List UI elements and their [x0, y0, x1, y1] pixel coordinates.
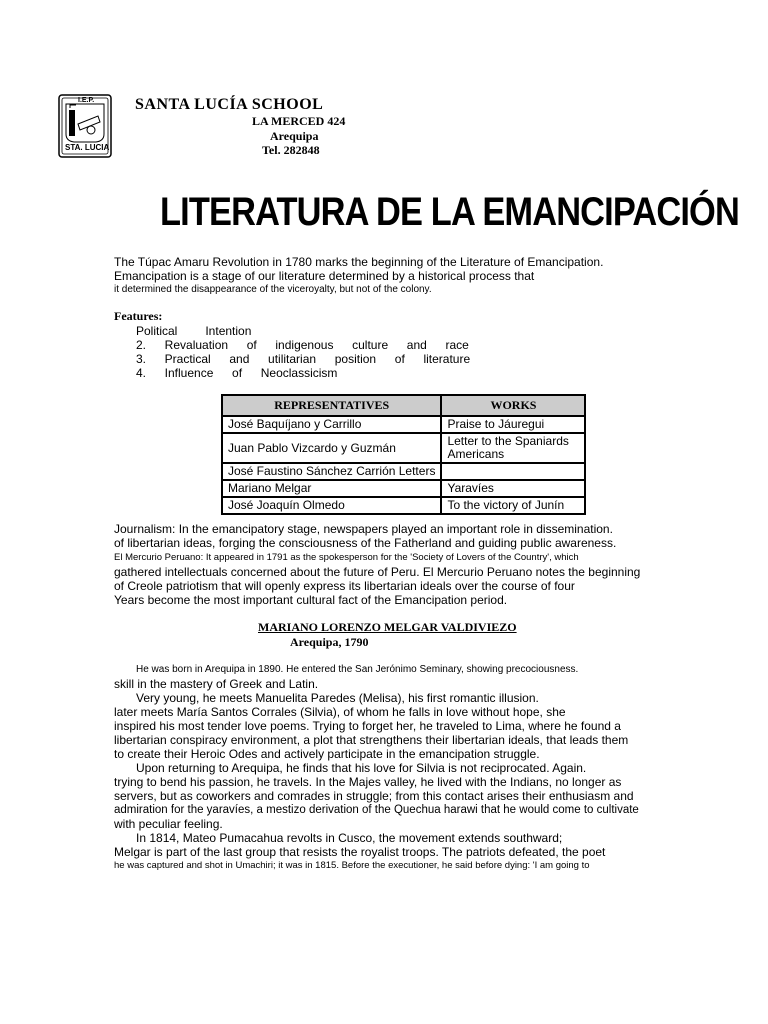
school-phone: Tel. 282848 [262, 143, 320, 157]
feature-item: 2. Revaluation of indigenous culture and race [136, 338, 469, 352]
bio-line: Melgar is part of the last group that resists the royalist troops. The patriots defeated, the poet [114, 845, 606, 859]
intro-line: The Túpac Amaru Revolution in 1780 marks the beginning of the Literature of Emancipation. [114, 255, 604, 269]
bio-line: later meets María Santos Corrales (Silvia), of whom he falls in love without hope, she [114, 705, 566, 719]
school-logo [58, 94, 112, 158]
bio-line: with peculiar feeling. [114, 817, 223, 831]
logo-bottom-text: STA. LUCIA [65, 143, 110, 152]
bio-line: Upon returning to Arequipa, he finds that his love for Silvia is not reciprocated. Again. [136, 761, 587, 775]
section-subheading: Arequipa, 1790 [290, 635, 369, 649]
bio-line: Very young, he meets Manuelita Paredes (Melisa), his first romantic illusion. [136, 691, 539, 705]
table-cell: José Baquíjano y Carrillo [222, 416, 441, 433]
journalism-line: Years become the most important cultural fact of the Emancipation period. [114, 593, 508, 607]
table-row [222, 416, 585, 433]
bio-line: In 1814, Mateo Pumacahua revolts in Cusco, the movement extends southward; [136, 831, 563, 845]
journalism-line: of Creole patriotism that will openly express its libertarian ideals over the course of four [114, 579, 575, 593]
bio-line: libertarian conspiracy environment, a plot that strengthens their libertarian ideals, that leads them [114, 733, 629, 747]
table-cell: Juan Pablo Vizcardo y Guzmán [222, 433, 441, 463]
journalism-line: Journalism: In the emancipatory stage, newspapers played an important role in dissemination. [114, 522, 613, 536]
table-row [222, 480, 585, 497]
table-cell: Praise to Jáuregui [441, 416, 585, 433]
bio-line: servers, but as coworkers and comrades in struggle; from this contact arises their enthusiasm and [114, 789, 634, 803]
table-cell: José Faustino Sánchez Carrión Letters [222, 463, 441, 480]
table-cell: To the victory of Junín [441, 497, 585, 514]
bio-line: admiration for the yaravíes, a mestizo derivation of the Quechua harawi that he would come to cultivate [114, 804, 639, 816]
page-title: LITERATURA DE LA EMANCIPACIÓN [160, 190, 739, 234]
bio-line: inspired his most tender love poems. Trying to forget her, he traveled to Lima, where he found a [114, 719, 621, 733]
table-cell [441, 463, 585, 480]
school-name: SANTA LUCÍA SCHOOL [135, 96, 324, 113]
table-row [222, 497, 585, 514]
school-city: Arequipa [270, 129, 319, 143]
column-header-representatives: REPRESENTATIVES [222, 395, 441, 416]
table-row [222, 433, 585, 463]
table-cell: José Joaquín Olmedo [222, 497, 441, 514]
bio-line: skill in the mastery of Greek and Latin. [114, 677, 319, 691]
bio-line: to create their Heroic Odes and actively participate in the emancipation struggle. [114, 747, 540, 761]
section-heading: MARIANO LORENZO MELGAR VALDIVIEZO [258, 620, 517, 634]
school-address: LA MERCED 424 [252, 114, 346, 128]
table-cell: Letter to the Spaniards Americans [441, 433, 585, 463]
journalism-line: El Mercurio Peruano: It appeared in 1791 as the spokesperson for the 'Society of Lovers of the Country', which [114, 552, 579, 563]
column-header-works: WORKS [441, 395, 585, 416]
journalism-line: of libertarian ideas, forging the consciousness of the Fatherland and guiding public awareness. [114, 536, 617, 550]
feature-item: 4. Influence of Neoclassicism [136, 366, 338, 380]
feature-item: 3. Practical and utilitarian position of literature [136, 352, 471, 366]
representatives-table [221, 394, 586, 515]
table-cell: Yaravíes [441, 480, 585, 497]
feature-item: Political Intention [136, 324, 252, 338]
bio-line: He was born in Arequipa in 1890. He entered the San Jerónimo Seminary, showing precociousness. [136, 664, 579, 675]
features-heading: Features: [114, 309, 163, 323]
table-header-row [222, 395, 585, 416]
logo-top-text: I.E.P. [78, 97, 95, 104]
intro-line: Emancipation is a stage of our literature determined by a historical process that [114, 269, 535, 283]
bio-line: he was captured and shot in Umachiri; it was in 1815. Before the executioner, he said before dying: 'I am going to [114, 860, 590, 871]
journalism-line: gathered intellectuals concerned about the future of Peru. El Mercurio Peruano notes the beginning [114, 565, 641, 579]
table-row [222, 463, 585, 480]
bio-line: trying to bend his passion, he travels. In the Majes valley, he lived with the Indians, no longer as [114, 775, 622, 789]
intro-line: it determined the disappearance of the viceroyalty, but not of the colony. [114, 284, 432, 295]
table-cell: Mariano Melgar [222, 480, 441, 497]
